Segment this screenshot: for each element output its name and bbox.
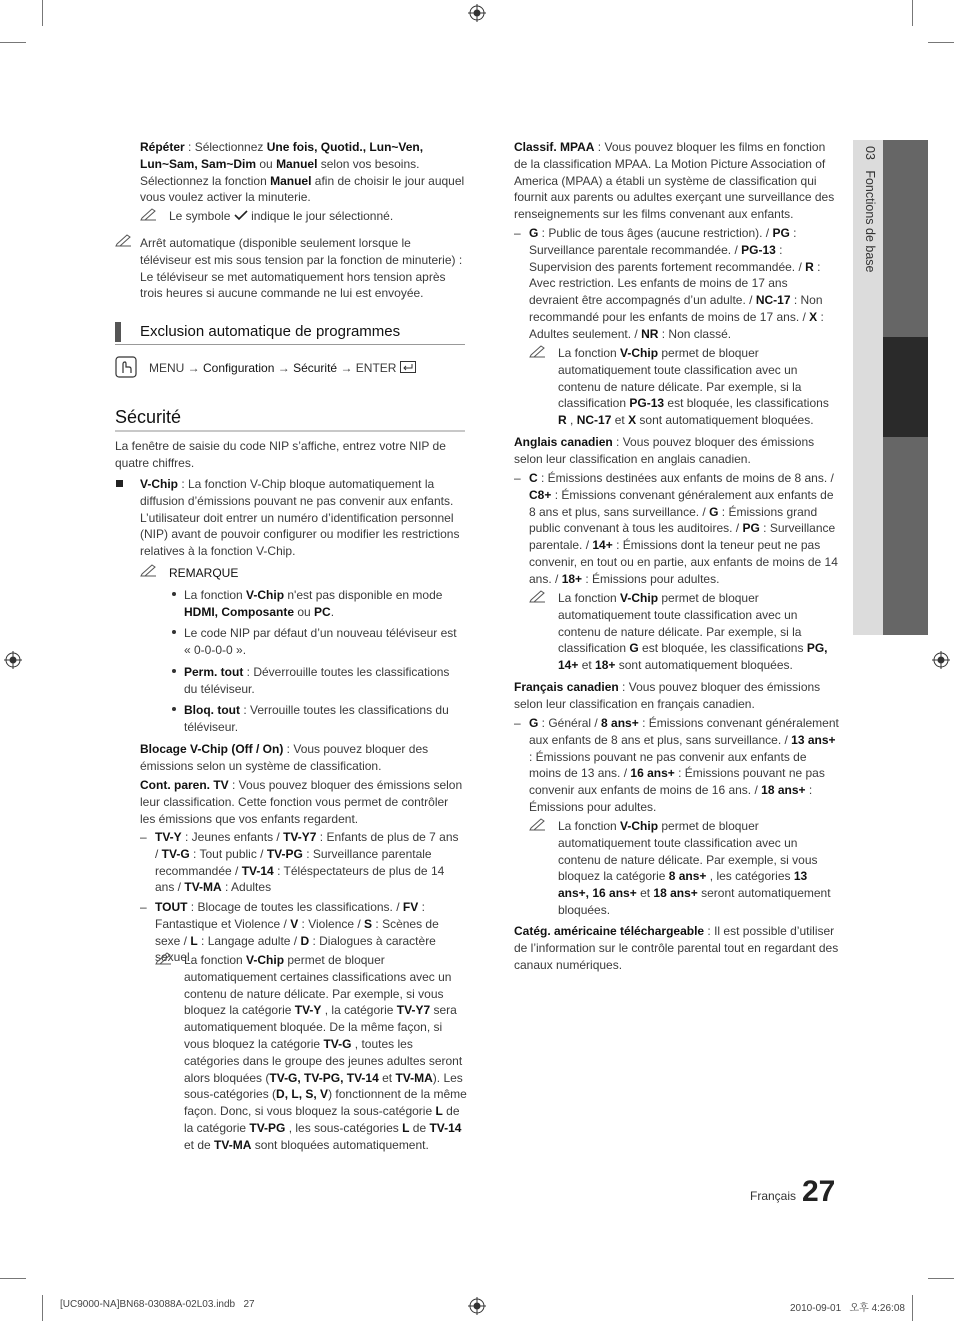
heading-rule xyxy=(115,344,465,345)
vchip-tv-note: La fonction V-Chip permet de bloquer automatiquement certaines classifications avec un contenu de nature délicate. Par exemple, si vous bloquez la catégorie TV-Y , la catégorie TV-Y7 sera automatiquement bloquée. De la même façon, si vous bloquez la catégorie TV-G , toutes les catégories dans le groupe des jeunes adultes seront alors bloquées (TV-G, TV-PG, TV-14 et TV-MA). Les sous-catégories (D, L, S, V) fonctionnent de la même façon. Donc, si vous bloquez la sous-catégorie L de la catégorie TV-PG , les sous-catégories L de TV-14 et de TV-MA sont bloquées automatiquement. xyxy=(184,953,467,1152)
exclusion-heading: Exclusion automatique de programmes xyxy=(140,323,401,340)
anglais-rating-list: C : Émissions destinées aux enfants de moins de 8 ans. / C8+ : Émissions convenant généralement aux enfants de 8 ans et plus, sans surveillance. / G : Émissions grand public convenant à tous les auditoires. / PG : Surveillance parentale. / 14+ : Émissions dont la teneur peut ne pas convenir, en tout ou en partie, aux enfants de moins de 14 ans. / 18+ : Émissions pour adultes. xyxy=(529,471,838,586)
blocage-vchip-paragraph: Blocage V-Chip (Off / On) : Vous pouvez bloquer des émissions selon un système de classification. xyxy=(140,742,429,773)
enter-icon xyxy=(400,361,416,373)
crop-mark xyxy=(0,42,26,43)
remote-hand-icon xyxy=(115,356,137,378)
note-pencil-icon xyxy=(529,344,547,358)
francais-rating-list: G : Général / 8 ans+ : Émissions convenant généralement aux enfants de 8 ans et plus, sans surveillance. / 13 ans+ : Émissions pouvant ne pas convenir aux enfants de moins de 13 ans. / 16 ans+ : Émissions pouvant ne pas convenir aux enfants de moins de 16 ans. / 18 ans+ : Émissions pour adultes. xyxy=(529,716,839,814)
note-pencil-icon xyxy=(140,563,158,577)
remarque-item: La fonction V-Chip n'est pas disponible en mode HDMI, Composante ou PC. xyxy=(184,588,443,619)
note-pencil-icon xyxy=(155,951,173,965)
dash-marker: – xyxy=(140,900,147,914)
anglais-note: La fonction V-Chip permet de bloquer automatiquement toute classification avec un contenu de nature délicate. Par exemple, si la classification G est bloquée, les classifications PG, 14+ et 18+ sont automatiquement bloquées. xyxy=(558,591,828,673)
mpaa-rating-list: G : Public de tous âges (aucune restriction). / PG : Surveillance parentale recommandée. / PG-13 : Supervision des parents fortement recommandée. / R : Avec restriction. Les enfants de moins de 17 ans devraient être accompagnés d’un adulte. / NC-17 : Non recommandé pour les enfants de moins de 17 ans. / X : Adultes seulement. / NR : Non classé. xyxy=(529,226,824,341)
arret-auto-note: Arrêt automatique (disponible seulement lorsque le téléviseur est mis sous tension par la fonction de minuterie) : Le téléviseur se met automatiquement hors tension après trois heures si aucune commande ne lui est envoyée. xyxy=(140,236,463,301)
mpaa-note: La fonction V-Chip permet de bloquer automatiquement toute classification avec un contenu de nature délicate. Par exemple, si la classification PG-13 est bloquée, les classifications R , NC-17 et X sont automatiquement bloquées. xyxy=(558,346,829,428)
securite-heading: Sécurité xyxy=(115,407,182,427)
registration-mark-icon xyxy=(932,651,950,669)
note-pencil-icon xyxy=(529,589,547,603)
bullet-dot xyxy=(172,669,176,673)
symbole-note: Le symbole indique le jour sélectionné. xyxy=(169,209,394,223)
remarque-item: Bloq. tout : Verrouille toutes les classifications du téléviseur. xyxy=(184,703,449,734)
francais-note: La fonction V-Chip permet de bloquer automatiquement toute classification avec un contenu de nature délicate. Par exemple, si vous bloquez la catégorie 8 ans+ , les catégories 13 ans+, 16 ans+ et 18 ans+ seront automatiquement bloquées. xyxy=(558,819,831,917)
note-pencil-icon xyxy=(115,233,133,247)
francais-paragraph: Français canadien : Vous pouvez bloquer des émissions selon leur classification en français canadien. xyxy=(514,680,821,711)
crop-mark xyxy=(912,1295,913,1321)
repeter-paragraph: Répéter : Sélectionnez Une fois, Quotid., Lun~Ven, Lun~Sam, Sam~Dim ou Manuel selon vos besoins. Sélectionnez la fonction Manuel afin de choisir le jour auquel vous voulez activer la minuterie. xyxy=(140,140,465,205)
remarque-item: Le code NIP par défaut d’un nouveau téléviseur est « 0-0-0-0 ». xyxy=(184,626,457,657)
categ-paragraph: Catég. américaine téléchargeable : Il est possible d’utiliser de l’information sur le contrôle parental tout en regardant des canaux numériques. xyxy=(514,924,839,972)
registration-mark-icon xyxy=(468,4,486,22)
menu-path: MENU → Configuration → Sécurité → ENTER xyxy=(149,360,469,377)
registration-mark-icon xyxy=(468,1297,486,1315)
checkmark-icon xyxy=(234,210,248,221)
remarque-item: Perm. tout : Déverrouille toutes les classifications du téléviseur. xyxy=(184,665,450,696)
bullet-dot xyxy=(172,592,176,596)
crop-mark xyxy=(42,1295,43,1321)
heading-rule xyxy=(115,430,465,432)
securite-intro: La fenêtre de saisie du code NIP s’affiche, entrez votre NIP de quatre chiffres. xyxy=(115,439,446,470)
registration-mark-icon xyxy=(4,651,22,669)
dash-marker: – xyxy=(514,226,521,240)
crop-mark xyxy=(42,0,43,26)
heading-marker xyxy=(115,322,121,342)
chapter-title: Fonctions de base xyxy=(863,170,877,273)
note-pencil-icon xyxy=(140,207,158,221)
crop-mark xyxy=(0,1278,26,1279)
bullet-dot xyxy=(172,630,176,634)
page-number: 27 xyxy=(802,1175,836,1208)
bullet-square xyxy=(116,480,123,487)
crop-mark xyxy=(928,1278,954,1279)
crop-mark xyxy=(912,0,913,26)
tout-rating-list: TOUT : Blocage de toutes les classifications. / FV : Fantastique et Violence / V : Violence / S : Scènes de sexe / L : Langage adulte / D : Dialogues à caractère sexuel xyxy=(155,900,439,965)
chapter-tab-strip xyxy=(853,140,928,635)
footer-language: Français xyxy=(750,1189,797,1203)
dash-marker: – xyxy=(140,830,147,844)
cont-paren-paragraph: Cont. paren. TV : Vous pouvez bloquer des émissions selon leur classification. Cette fonction vous permet de contrôler les émissions que vos enfants regardent. xyxy=(140,778,463,826)
vchip-paragraph: V-Chip : La fonction V-Chip bloque automatiquement la diffusion d’émissions pouvant ne pas convenir aux enfants. L’utilisateur doit entrer un numéro d’identification personnel (NIP) avant de pouvoir configurer ou modifier les restrictions relatives à la fonction V-Chip. xyxy=(140,477,460,559)
file-info: [UC9000-NA]BN68-03088A-02L03.indb 27 xyxy=(60,1299,255,1310)
note-pencil-icon xyxy=(529,817,547,831)
tv-rating-list: TV-Y : Jeunes enfants / TV-Y7 : Enfants de plus de 7 ans / TV-G : Tout public / TV-PG : Surveillance parentale recommandée / TV-14 : Téléspectateurs de plus de 14 ans / TV-MA : Adultes xyxy=(155,830,459,895)
anglais-paragraph: Anglais canadien : Vous pouvez bloquer des émissions selon leur classification en anglais canadien. xyxy=(514,435,815,466)
bullet-dot xyxy=(172,707,176,711)
print-date: 2010-09-01 오후 4:26:08 xyxy=(790,1303,905,1314)
chapter-number: 03 xyxy=(863,146,877,160)
remarque-label: REMARQUE xyxy=(169,566,239,580)
crop-mark xyxy=(928,42,954,43)
mpaa-paragraph: Classif. MPAA : Vous pouvez bloquer les films en fonction de la classification MPAA. La Motion Picture Association of America (MPAA) a établi un système de classification qui fournit aux parents ou adultes exerçant une surveillance des renseignements sur les films convenant aux enfants. xyxy=(514,140,835,222)
dash-marker: – xyxy=(514,471,521,485)
dash-marker: – xyxy=(514,716,521,730)
